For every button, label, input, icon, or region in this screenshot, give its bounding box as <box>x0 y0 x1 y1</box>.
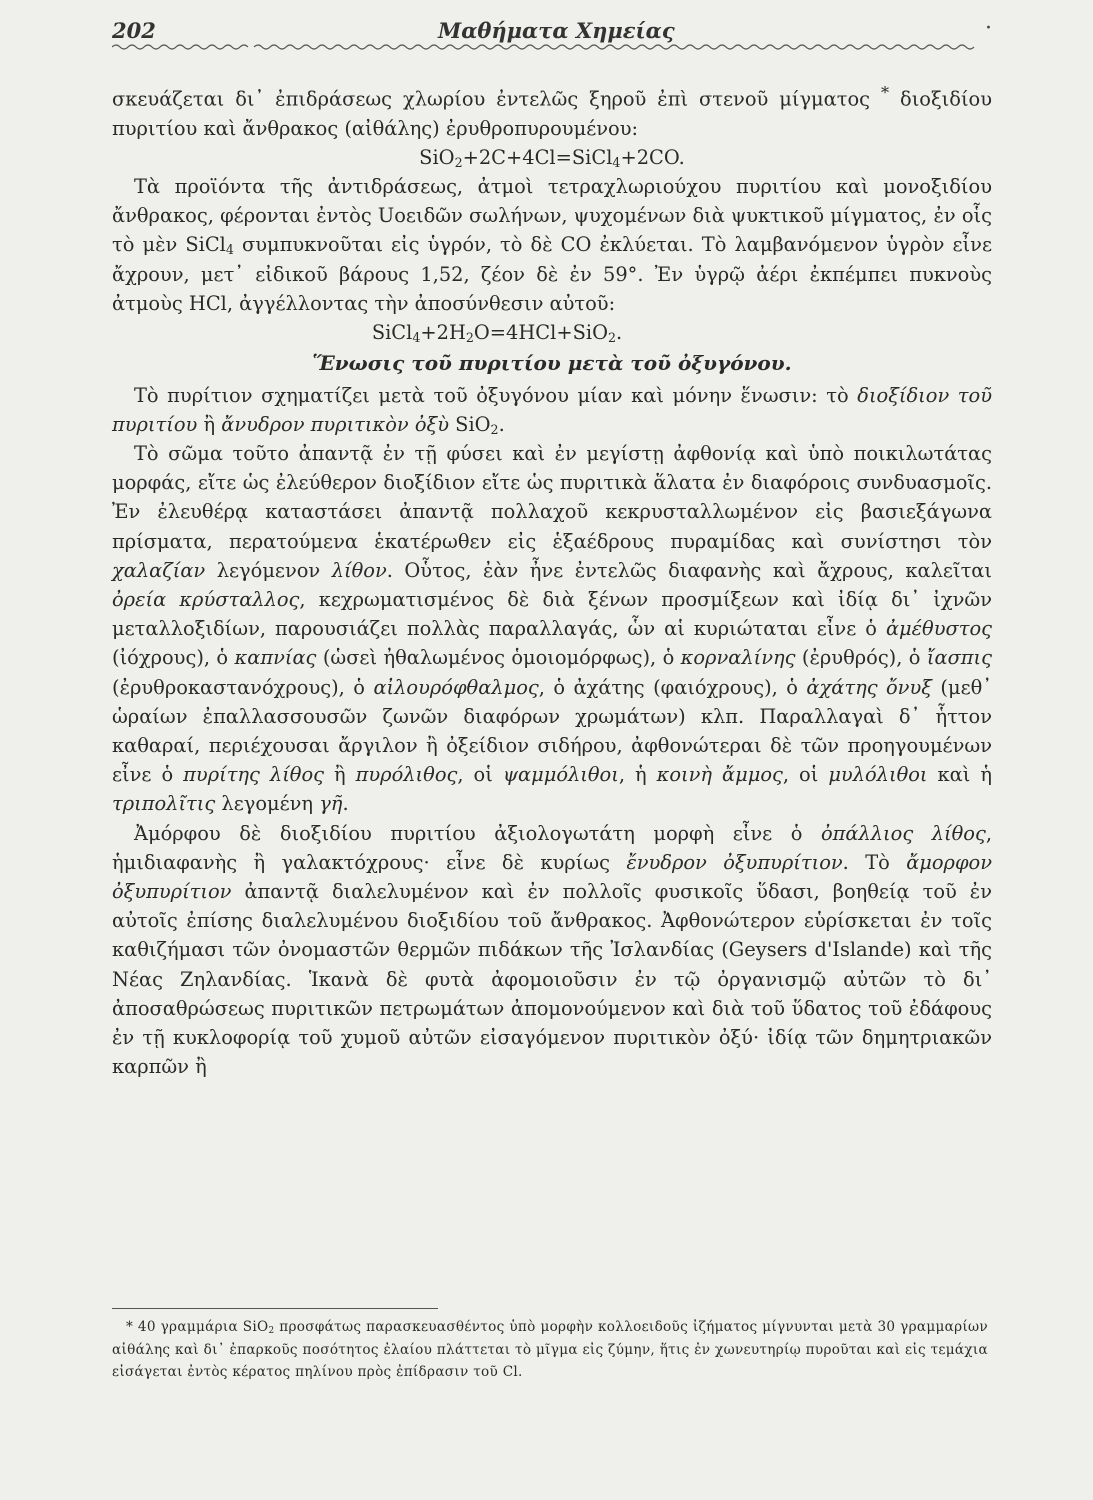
italic-term: πυρόλιθος <box>355 763 458 787</box>
text-run: , οἱ <box>457 763 503 787</box>
text-run: καὶ ἡ <box>927 763 992 787</box>
text-run: ἀπαντᾷ διαλελυμένον καὶ ἐν πολλοῖς φυσικοῖς ὕδασι, βοηθείᾳ τοῦ ἐν αὐτοῖς ἐπίσης διαλελυμένου διοξιδίου τοῦ ἄνθρακος. Ἀφθονώτερον εὑρίσκεται ἐν τοῖς καθιζήμασι τῶν ὀνομαστῶν θερμῶν πιδάκων τῆς Ἰσλανδίας (Geysers d'Islande) καὶ τῆς Νέας Ζηλανδίας. Ἱκανὰ δὲ φυτὰ ἀφομοιοῦσιν ἐν τῷ ὀργανισμῷ αὐτῶν τὸ δι᾽ ἀποσαθρώσεως πυριτικῶν πετρωμάτων ἀπομονούμενον καὶ διὰ τοῦ ὕδατος τοῦ ἐδάφους ἐν τῇ κυκλοφορίᾳ τοῦ χυμοῦ αὐτῶν εἰσαγόμενον πυριτικὸν ὀξύ· ἰδίᾳ τῶν δημητριακῶν καρπῶν ἢ <box>112 879 992 1079</box>
italic-term: αἰλουρόφθαλμος <box>373 675 539 699</box>
text-run: , ἡ <box>618 763 657 787</box>
text-run: , κεχρωματισμένος δὲ διὰ ξένων προσμίξεων καὶ ἰδίᾳ δι᾽ ἰχνῶν μεταλλοξιδίων, παρουσιάζει πολλὰς παραλλαγάς, ὧν αἱ κυριώταται εἶνε ὁ <box>112 587 992 641</box>
italic-term: ἴασπις <box>926 646 993 670</box>
section-heading: Ἕνωσις τοῦ πυριτίου μετὰ τοῦ ὀξυγόνου. <box>312 351 792 376</box>
paragraph-1: σκευάζεται δι᾽ ἐπιδράσεως χλωρίου ἐντελῶς ξηροῦ ἐπὶ στενοῦ μίγματος * διοξιδίου πυριτίου καὶ ἄνθρακος (αἰθάλης) ἐρυθροπυρουμένου: <box>112 83 993 140</box>
text-run: . Οὗτος, ἐὰν ἦνε ἐντελῶς διαφανὴς καὶ ἄχρους, καλεῖται <box>386 558 992 582</box>
italic-term: πυρίτης λίθος <box>183 763 325 787</box>
header-wavy-rule <box>112 42 980 52</box>
italic-term: κορναλίνης <box>680 646 796 670</box>
footnote <box>112 1316 988 1384</box>
italic-term: ἀχάτης ὄνυξ <box>806 675 932 699</box>
equation-2: $SiCl_4+2H_2O=4HCl+SiO_2$. <box>371 321 623 346</box>
paragraph-3: Τὸ πυρίτιον σχηματίζει μετὰ τοῦ ὀξυγόνου μίαν καὶ μόνην ἕνωσιν: τὸ διοξίδιον τοῦ πυριτίου ἢ ἄνυδρον πυριτικὸν ὀξὺ SiO$_2$. <box>112 383 992 437</box>
header-dot: · <box>985 16 992 41</box>
text-run: (ὡσεὶ ἠθαλωμένος ὁμοιομόρφως), ὁ <box>316 646 681 670</box>
italic-term: χαλαζίαν <box>112 558 206 582</box>
running-title: Μαθήματα Χημείας <box>438 18 675 43</box>
italic-term: ὀρεία κρύσταλλος <box>112 587 300 611</box>
text-run: Ἀμόρφου δὲ διοξιδίου πυριτίου ἀξιολογωτάτη μορφὴ εἶνε ὁ <box>134 821 821 845</box>
italic-term: ἄμορφον ὀξυπυρίτιον <box>112 850 992 903</box>
text-run: (ἐρυθροκαστανόχρους), ὁ <box>112 675 374 699</box>
paragraph-4 <box>112 439 992 819</box>
text-run: . <box>342 792 349 816</box>
italic-term: ὀπάλλιος λίθος <box>820 821 986 845</box>
italic-term: καπνίας <box>234 646 317 670</box>
footnote-text: * 40 γραμμάρια SiO$_2$ προσφάτως παρασκευασθέντος ὑπὸ μορφὴν κολλοειδοῦς ἰζήματος μίγνυνται μετὰ 30 γραμμαρίων αἰθάλης καὶ δι᾽ ἐπαρκοῦς ποσότητος ἐλαίου πλάττεται τὸ μῖγμα εἰς ζύμην, ἥτις ἐν χωνευτηρίῳ πυροῦται καὶ εἰς τεμάχια εἰσάγεται ἐντὸς κέρατος πηλίνου πρὸς ἐπίδρασιν τοῦ Cl. <box>112 1319 988 1380</box>
text-run: , ἡμιδιαφανὴς ἢ γαλακτόχρους· εἶνε δὲ κυρίως <box>112 821 993 874</box>
equation-1: SiO$_2$+2C+4Cl=SiCl$_4$+2CO. <box>419 145 685 171</box>
italic-term: μυλόλιθοι <box>828 763 928 787</box>
italic-term: ψαμμόλιθοι <box>502 763 619 787</box>
text-run: . Τὸ <box>842 850 907 874</box>
footnote-rule <box>112 1308 438 1309</box>
text-run: (μεθ᾽ ὡραίων ἐπαλλασσουσῶν ζωνῶν διαφόρων χρωμάτων) κλπ. Παραλλαγαὶ δ᾽ ἧττον καθαραί, περιέχουσαι ἄργιλον ἢ ὀξείδιον σιδήρου, ἀφθονώτεραι δὲ τῶν προηγουμένων εἶνε ὁ <box>112 675 992 787</box>
italic-term: γῆ <box>319 792 343 816</box>
text-run: λεγομένη <box>215 792 320 816</box>
italic-term: λίθον <box>331 558 387 582</box>
text-run: , ὁ ἀχάτης (φαιόχρους), ὁ <box>538 675 807 699</box>
paragraph-5 <box>112 819 992 1082</box>
text-run: ἢ <box>324 763 356 787</box>
paragraph-2: Τὰ προϊόντα τῆς ἀντιδράσεως, ἀτμοὶ τετραχλωριούχου πυριτίου καὶ μονοξιδίου ἄνθρακος, φέρονται ἐντὸς Uοειδῶν σωλήνων, ψυχομένων διὰ ψυκτικοῦ μίγματος, ἐν οἷς τὸ μὲν SiCl$_4$ συμπυκνοῦται εἰς ὑγρόν, τὸ δὲ CO ἐκλύεται. Τὸ λαμβανόμενον ὑγρὸν εἶνε ἄχρουν, μετ᾽ εἰδικοῦ βάρους 1,52, ζέον δὲ ἐν 59°. Ἐν ὑγρῷ ἀέρι ἐκπέμπει πυκνοὺς ἀτμοὺς HCl, ἀγγέλλοντας τὴν ἀποσύνθεσιν αὐτοῦ: <box>112 175 992 315</box>
footnote-marker: * <box>880 83 890 102</box>
text-run: , οἱ <box>782 763 829 787</box>
italic-term: ἀμέθυστος <box>885 617 992 641</box>
text-run: (ἰόχρους), ὁ <box>112 646 235 670</box>
italic-term: ἔνυδρον ὀξυπυρίτιον <box>626 850 843 874</box>
page-number: 202 <box>112 18 156 43</box>
text-run: λεγόμενον <box>205 558 332 582</box>
body-text <box>112 78 992 1081</box>
text-run: Τὸ σῶμα τοῦτο ἀπαντᾷ ἐν τῇ φύσει καὶ ἐν μεγίστῃ ἀφθονίᾳ καὶ ὑπὸ ποικιλωτάτας μορφάς, εἴτε ὡς ἐλεύθερον διοξίδιον εἴτε ὡς πυριτικὰ ἅλατα ἐν διαφόροις συνδυασμοῖς. Ἐν ἐλευθέρᾳ καταστάσει ἀπαντᾷ πολλαχοῦ κεκρυσταλλωμένον εἰς βασιεξάγωνα πρίσματα, περατούμενα ἑκατέρωθεν εἰς ἑξαέδρους πυραμίδας καὶ συνίστησι τὸν <box>112 441 992 553</box>
italic-term: κοινὴ ἄμμος <box>656 763 783 787</box>
italic-term: τριπολῖτις <box>112 792 216 816</box>
text-run: (ἐρυθρός), ὁ <box>795 646 927 670</box>
